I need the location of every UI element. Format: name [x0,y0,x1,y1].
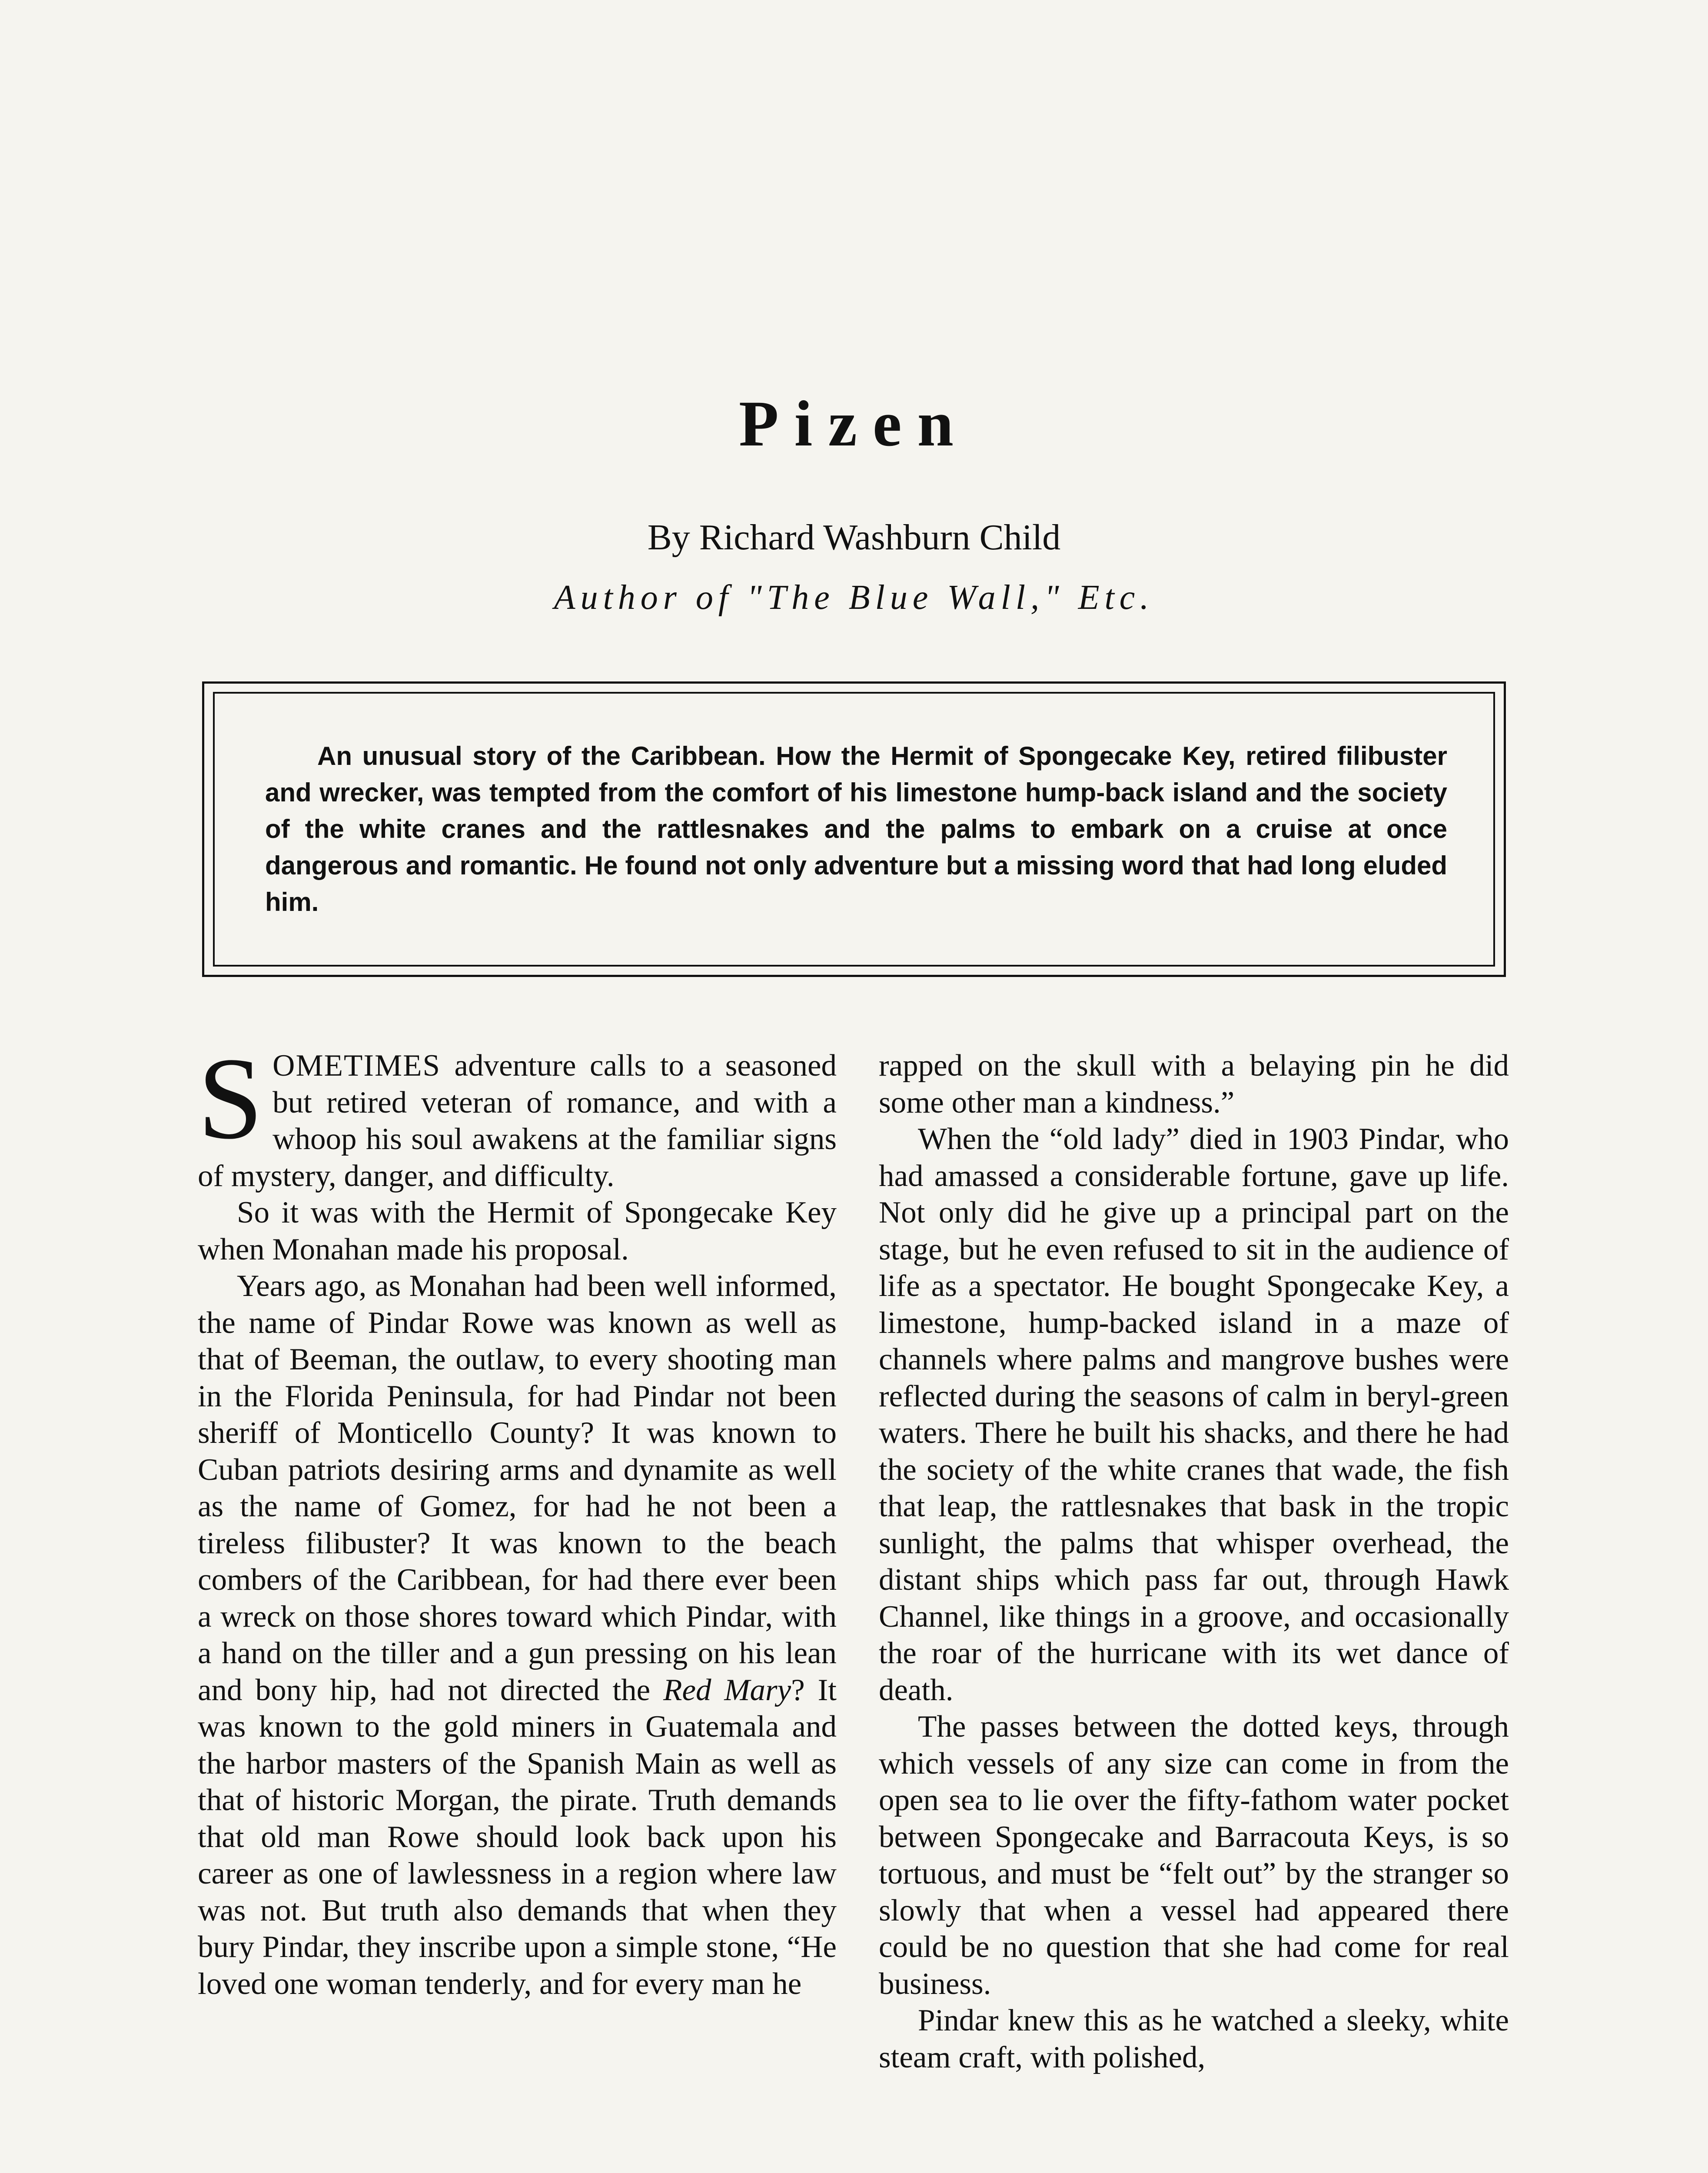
opening-paragraph [198,1033,837,1194]
paragraph [198,1268,837,2002]
paragraph-text: Years ago, as Monahan had been well informed, the name of Pindar Rowe was known as well as that of Beeman, the outlaw, to every shooting man in the Florida Peninsula, for had Pindar not been sheriff of Monticello County? It was known to Cuban patriots desiring arms and dynamite as well as the name of Gomez, for had he not been a tireless filibuster? It was known to the beach combers of the Caribbean, for had there ever been a wreck on those shores toward which Pindar, with a hand on the tiller and a gun pressing on his lean and bony hip, had not directed the [198,1269,837,1707]
opening-caps: OMETIMES [272,1049,441,1083]
opening-text: adventure calls to a seasoned but retired veteran of romance, and with a whoop his soul awakens at the familiar signs of mystery, danger, and difficulty. [198,1049,837,1193]
paragraph: The passes between the dotted keys, through which vessels of any size can come in from the open sea to lie over the fifty-fathom water pocket between Spongecake and Barracouta Keys, is so tortuous, and must be “felt out” by the stranger so slowly that when a vessel had appeared there could be no question that she had come for real business. [879,1710,1509,2001]
paragraph: When the “old lady” died in 1903 Pindar, who had amassed a considerable fortune, gave up life. Not only did he give up a principal part on the stage, but he even refused to sit in the audience of life as a spectator. He bought Spongecake Key, a limestone, hump-backed island in a maze of channels where palms and mangrove bushes were reflected during the seasons of calm in beryl-green waters. There he built his shacks, and there he had the society of the white cranes that wade, the fish that leap, the rattlesnakes that bask in the tropic sunlight, the palms that whisper overhead, the distant ships which pass far out, through Hawk Channel, like things in a groove, and occasionally the roar of the hurricane with its wet dance of death. [879,1122,1509,1707]
column-left [198,1033,837,2002]
paragraph-text: ? It was known to the gold miners in Guatemala and the harbor masters of the Spanish Main as well as that of historic Morgan, the pirate. Truth demands that old man Rowe should look back upon his career as one of lawlessness in a region where law was not. But truth also demands that when they bury Pindar, they inscribe upon a simple stone, “He loved one woman tenderly, and for every man he [198,1673,837,2001]
byline: By Richard Washburn Child [647,517,1061,558]
synopsis-text: An unusual story of the Caribbean. How the Hermit of Spongecake Key, retired filibuster and wrecker, was tempted from the comfort of his limestone hump-back island and the society of the white cranes and the rattlesnakes and the palms to embark on a cruise at once dangerous and romantic. He found not only adventure but a missing word that had long eluded him. [265,741,1447,917]
ship-name: Red Mary [663,1673,791,1707]
paragraph: So it was with the Hermit of Spongecake Key when Monahan made his proposal. [198,1196,837,1266]
paragraph-continued: rapped on the skull with a belaying pin he did some other man a kindness.” [879,1049,1509,1120]
paragraph: Pindar knew this as he watched a sleeky, white steam craft, with polished, [879,2004,1509,2074]
drop-cap: S [198,1033,263,1163]
story-title: Pizen [739,388,969,460]
author-credit: Author of "The Blue Wall," Etc. [554,578,1154,617]
column-right [879,1047,1509,2076]
